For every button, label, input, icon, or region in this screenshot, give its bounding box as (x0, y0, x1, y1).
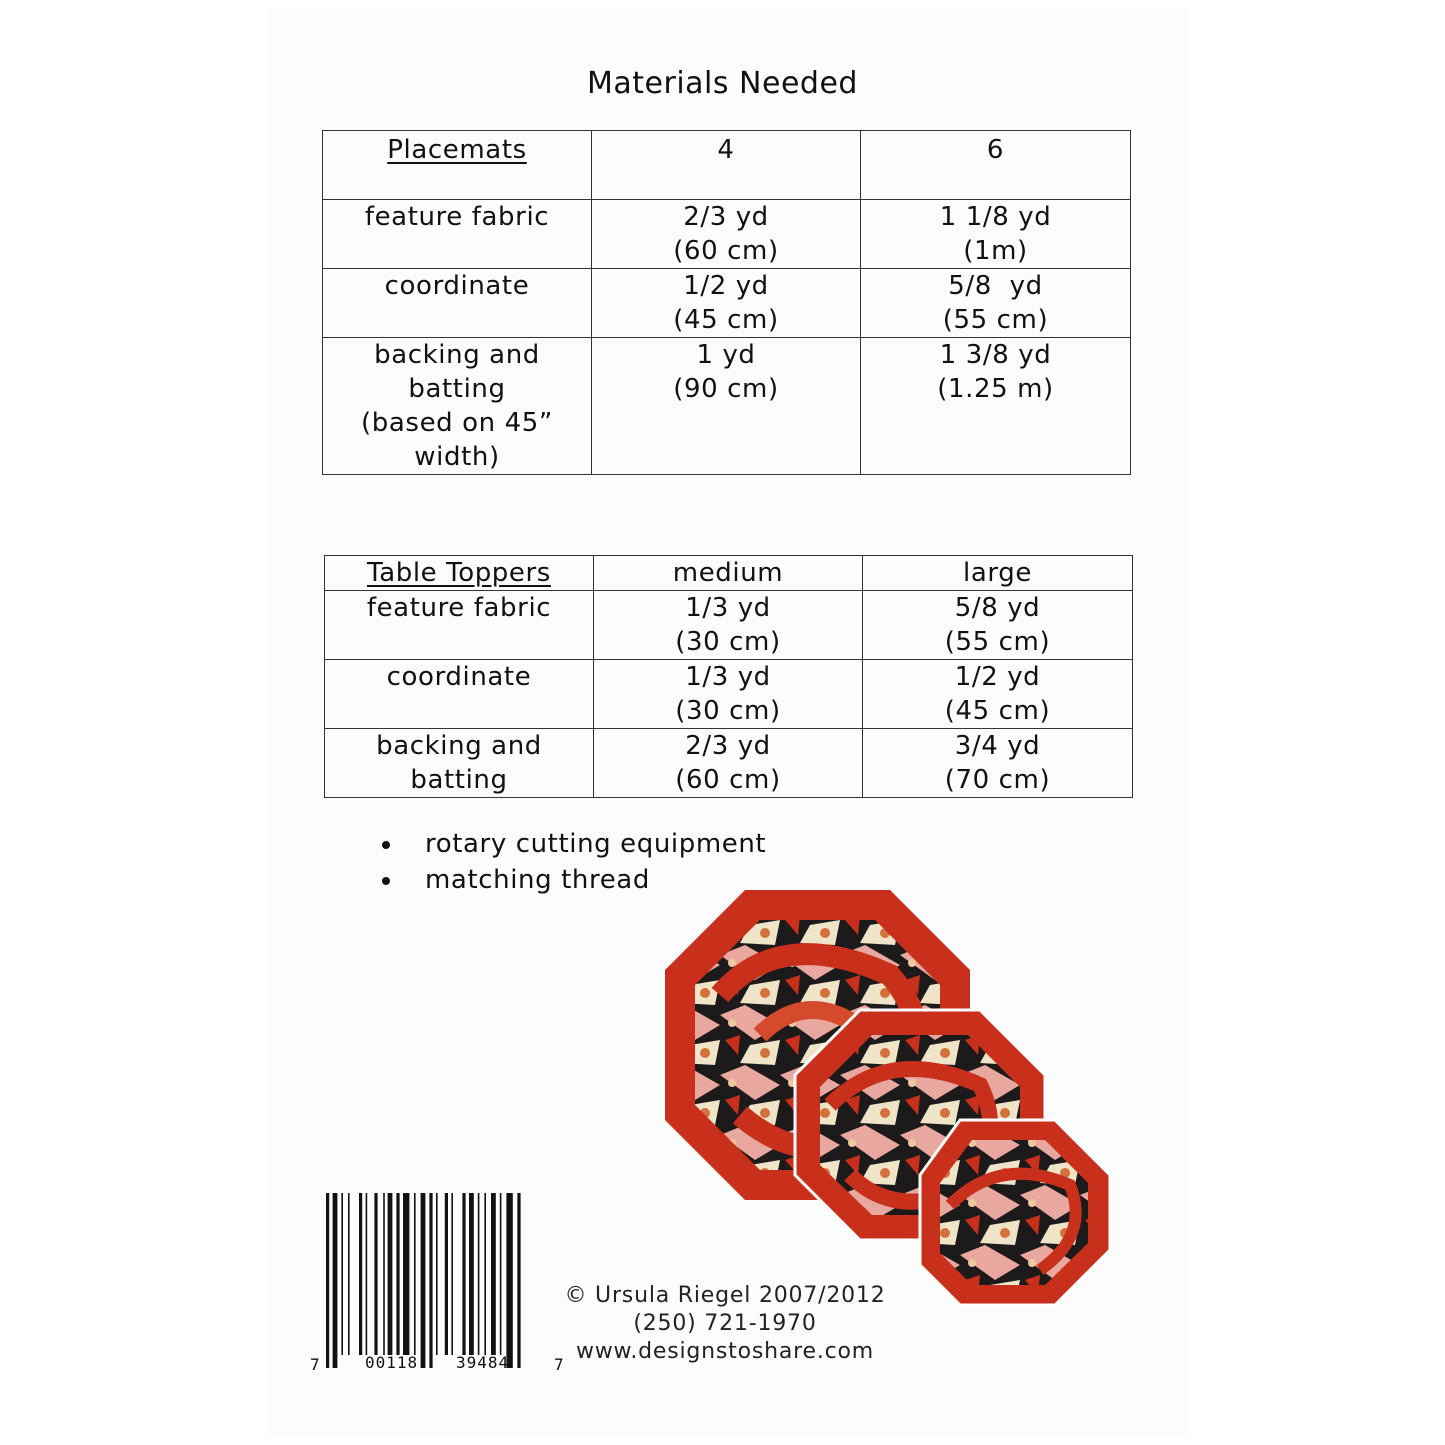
barcode-bar (348, 1193, 350, 1355)
amount-cm: (60 cm) (673, 236, 779, 266)
barcode-bar (517, 1193, 520, 1368)
barcode-bar (500, 1193, 502, 1355)
amount-cm: (30 cm) (675, 627, 781, 657)
barcode-bar (445, 1193, 448, 1355)
table-row (323, 269, 1131, 338)
amount-yd: 1 yd (696, 340, 756, 370)
table-toppers-table (324, 555, 1133, 798)
column-header-medium: medium (594, 556, 863, 591)
amount-yd: 2/3 yd (685, 731, 771, 761)
contact-info (560, 1282, 890, 1366)
amount-cell (592, 338, 861, 475)
item-label: feature fabric (364, 202, 550, 232)
amount-yd: 1/3 yd (685, 662, 771, 692)
amount-yd: 1/3 yd (685, 593, 771, 623)
octagon-placemats-photo (660, 885, 1120, 1310)
page-title: Materials Needed (587, 66, 858, 101)
item-label: (based on 45” (361, 408, 553, 438)
phone-number: (250) 721-1970 (633, 1311, 817, 1336)
bullet-icon (382, 877, 390, 885)
barcode-bar (478, 1193, 480, 1355)
barcode-bar (333, 1193, 338, 1368)
amount-cell (863, 591, 1133, 660)
amount-cell (861, 338, 1131, 475)
barcode-bar (491, 1193, 496, 1355)
amount-cell (861, 269, 1131, 338)
amount-cm: (60 cm) (675, 765, 781, 795)
item-cell (325, 591, 594, 660)
item-cell (323, 269, 592, 338)
item-label: backing and (374, 340, 540, 370)
table-row (325, 729, 1133, 798)
table-header-row (323, 131, 1131, 200)
amount-cm: (1m) (963, 236, 1028, 266)
item-cell (323, 200, 592, 269)
barcode-bar (429, 1193, 432, 1368)
bullet-icon (382, 841, 390, 849)
barcode (306, 1188, 566, 1373)
amount-cell (592, 200, 861, 269)
supply-label: matching thread (425, 865, 650, 895)
barcode-bar (421, 1193, 426, 1368)
column-header-large: large (863, 556, 1133, 591)
amount-cell (861, 200, 1131, 269)
barcode-bar (388, 1193, 393, 1355)
item-label: width) (414, 442, 500, 472)
amount-cm: (45 cm) (944, 696, 1051, 726)
amount-yd: 2/3 yd (683, 202, 769, 232)
amount-yd: 3/4 yd (954, 731, 1041, 761)
website-link: www.designstoshare.com (575, 1339, 875, 1364)
barcode-digit-left: 7 (310, 1355, 321, 1374)
barcode-bar (462, 1193, 465, 1355)
barcode-bar (506, 1193, 512, 1368)
amount-cm: (1.25 m) (937, 374, 1054, 404)
amount-yd: 1/2 yd (954, 662, 1041, 692)
item-label: backing and (376, 731, 542, 761)
item-label: coordinate (384, 271, 530, 301)
amount-cell (594, 591, 863, 660)
amount-cm: (55 cm) (942, 305, 1049, 335)
table-row (323, 200, 1131, 269)
column-header-4: 4 (592, 131, 861, 200)
amount-cm: (45 cm) (673, 305, 779, 335)
barcode-bar (374, 1193, 377, 1355)
barcode-bar (469, 1193, 474, 1355)
barcode-bar (383, 1193, 385, 1355)
barcode-bar (326, 1193, 329, 1368)
item-label: coordinate (386, 662, 532, 692)
column-header-6: 6 (861, 131, 1131, 200)
supply-label: rotary cutting equipment (425, 829, 767, 859)
table-row (325, 591, 1133, 660)
amount-cell (863, 660, 1133, 729)
amount-cm: (30 cm) (675, 696, 781, 726)
barcode-bar (484, 1193, 486, 1355)
placemats-header: Placemats (323, 131, 592, 200)
barcode-digit-right: 7 (554, 1355, 565, 1374)
list-item (378, 826, 766, 862)
barcode-bar (396, 1193, 399, 1355)
amount-yd: 5/8 yd (948, 271, 1043, 301)
copyright-text: © Ursula Riegel 2007/2012 (564, 1283, 886, 1308)
amount-yd: 5/8 yd (954, 593, 1041, 623)
barcode-group-1: 00118 (365, 1353, 419, 1372)
small-octagon (920, 1120, 1110, 1305)
barcode-bar (403, 1193, 409, 1355)
amount-yd: 1 1/8 yd (939, 202, 1052, 232)
barcode-bar (359, 1193, 362, 1355)
table-toppers-header: Table Toppers (325, 556, 594, 591)
table-row (325, 660, 1133, 729)
table-header-row (325, 556, 1133, 591)
barcode-group-2: 39484 (456, 1353, 510, 1372)
amount-yd: 1 3/8 yd (939, 340, 1052, 370)
barcode-bar (341, 1193, 343, 1355)
amount-yd: 1/2 yd (683, 271, 769, 301)
amount-cm: (90 cm) (673, 374, 779, 404)
item-label: batting (408, 374, 506, 404)
item-label: feature fabric (366, 593, 552, 623)
barcode-bar (366, 1193, 368, 1355)
placemats-table (322, 130, 1131, 475)
item-cell (323, 338, 592, 475)
item-label: batting (410, 765, 508, 795)
amount-cm: (55 cm) (944, 627, 1051, 657)
amount-cell (594, 729, 863, 798)
item-cell (325, 660, 594, 729)
barcode-bar (414, 1193, 416, 1355)
barcode-bar (451, 1193, 453, 1355)
amount-cell (594, 660, 863, 729)
amount-cell (863, 729, 1133, 798)
table-row (323, 338, 1131, 475)
amount-cm: (70 cm) (944, 765, 1051, 795)
barcode-bar (436, 1193, 438, 1355)
item-cell (325, 729, 594, 798)
amount-cell (592, 269, 861, 338)
